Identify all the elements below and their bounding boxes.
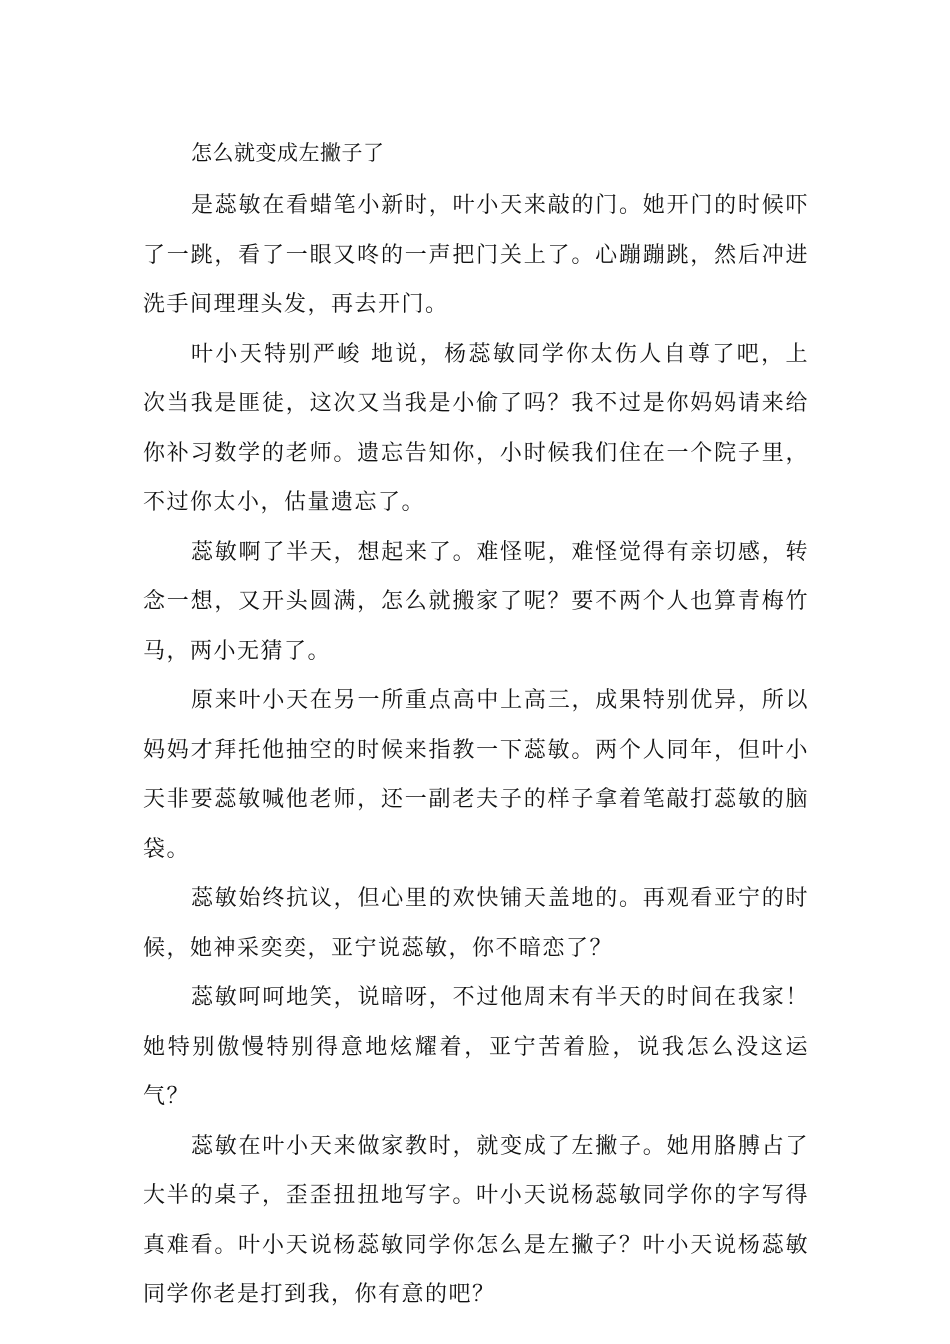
paragraph: 是蕊敏在看蜡笔小新时，叶小天来敲的门。她开门的时候吓了一跳，看了一眼又咚的一声把门关上了。心蹦蹦跳，然后冲进洗手间理理头发，再去开门。 [143,193,809,317]
document-body [143,130,809,1320]
paragraph: 蕊敏始终抗议，但心里的欢快铺天盖地的。再观看亚宁的时候，她神采奕奕，亚宁说蕊敏，你不暗恋了？ [143,886,809,961]
document-title: 怎么就变成左撇子了 [191,141,385,165]
paragraph: 蕊敏在叶小天来做家教时，就变成了左撇子。她用胳膊占了大半的桌子，歪歪扭扭地写字。叶小天说杨蕊敏同学你的字写得真难看。叶小天说杨蕊敏同学你怎么是左撇子？叶小天说杨蕊敏同学你老是打到我，你有意的吧？ [143,1133,809,1307]
paragraph: 蕊敏呵呵地笑，说暗呀，不过他周末有半天的时间在我家！她特别傲慢特别得意地炫耀着，亚宁苦着脸，说我怎么没这运气？ [143,985,809,1109]
paragraph: 原来叶小天在另一所重点高中上高三，成果特别优异，所以妈妈才拜托他抽空的时候来指教一下蕊敏。两个人同年，但叶小天非要蕊敏喊他老师，还一副老夫子的样子拿着笔敲打蕊敏的脑袋。 [143,688,809,862]
paragraph: 蕊敏啊了半天，想起来了。难怪呢，难怪觉得有亲切感，转念一想，又开头圆满，怎么就搬家了呢？要不两个人也算青梅竹马，两小无猜了。 [143,539,809,664]
paragraph: 叶小天特别严峻 地说，杨蕊敏同学你太伤人自尊了吧，上次当我是匪徒，这次又当我是小偷了吗？我不过是你妈妈请来给你补习数学的老师。遗忘告知你，小时候我们住在一个院子里，不过你太小，估量遗忘了。 [143,341,809,515]
